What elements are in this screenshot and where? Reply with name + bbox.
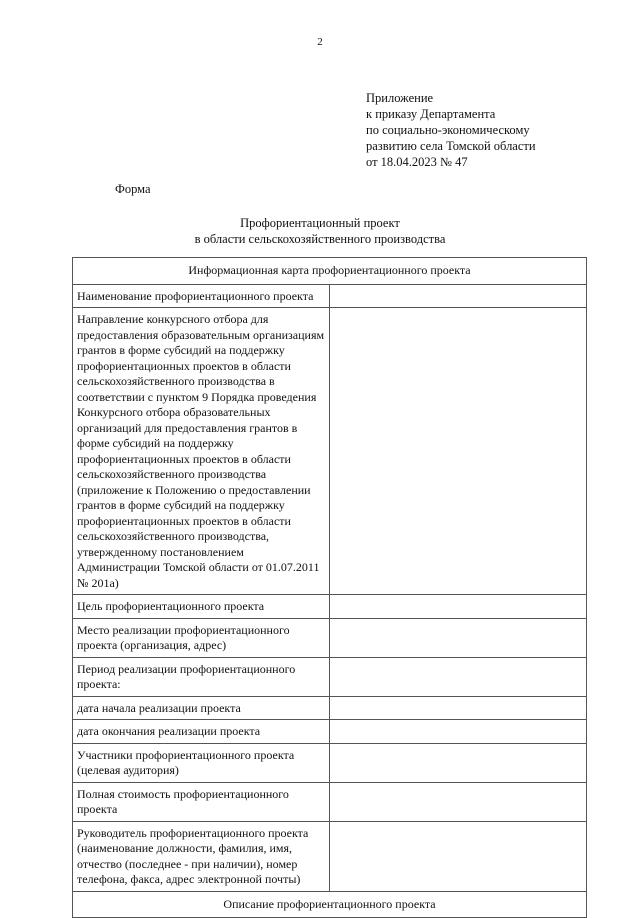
row-label: Полная стоимость профориентационного проекта	[73, 782, 330, 821]
row-value	[330, 743, 587, 782]
title-line-1: Профориентационный проект	[240, 216, 400, 230]
table-row	[73, 743, 587, 782]
table-header-row	[73, 258, 587, 285]
row-value	[330, 696, 587, 720]
row-label: Место реализации профориентационного проекта (организация, адрес)	[73, 618, 330, 657]
table-row	[73, 696, 587, 720]
info-card-table	[72, 257, 587, 918]
row-label: Направление конкурсного отбора для предоставления образовательным организациям грантов в форме субсидий на поддержку профориентационных проектов в области сельскохозяйственного производства в соответствии с пунктом 9 Порядка проведения Конкурсного отбора образовательных организаций для предоставления грантов в форме субсидий на поддержку профориентационных проектов в области сельскохозяйственного производства (приложение к Положению о предоставлении грантов в форме субсидий на поддержку профориентационных проектов в области сельскохозяйственного производства, утвержденному постановлением Администрации Томской области от 01.07.2011 № 201а)	[73, 308, 330, 595]
table-row	[73, 782, 587, 821]
title-line-2: в области сельскохозяйственного производства	[194, 232, 446, 246]
row-label: дата окончания реализации проекта	[73, 720, 330, 744]
row-label: Руководитель профориентационного проекта (наименование должности, фамилия, имя, отчество (последнее - при наличии), номер телефона, факса, адрес электронной почты)	[73, 821, 330, 891]
row-value	[330, 308, 587, 595]
appendix-line: по социально-экономическому	[366, 123, 530, 137]
table-row	[73, 595, 587, 619]
appendix-line: Приложение	[366, 91, 434, 105]
row-label: дата начала реализации проекта	[73, 696, 330, 720]
row-value	[330, 284, 587, 308]
row-value	[330, 657, 587, 696]
row-value	[330, 782, 587, 821]
table-row	[73, 720, 587, 744]
row-label: Участники профориентационного проекта (целевая аудитория)	[73, 743, 330, 782]
appendix-line: развитию села Томской области	[366, 139, 536, 153]
appendix-line: от 18.04.2023 № 47	[366, 155, 468, 169]
row-label: Период реализации профориентационного проекта:	[73, 657, 330, 696]
document-title	[0, 215, 640, 247]
table-row	[73, 821, 587, 891]
row-value	[330, 595, 587, 619]
row-label: Цель профориентационного проекта	[73, 595, 330, 619]
appendix-line: к приказу Департамента	[366, 107, 496, 121]
form-label: Форма	[115, 182, 151, 196]
row-value	[330, 821, 587, 891]
table-footer-row	[73, 891, 587, 918]
row-value	[330, 720, 587, 744]
table-header: Информационная карта профориентационного проекта	[73, 258, 587, 285]
page-number: 2	[317, 36, 323, 48]
row-value	[330, 618, 587, 657]
table-row	[73, 657, 587, 696]
table-row	[73, 618, 587, 657]
table-row	[73, 308, 587, 595]
appendix-block	[366, 90, 616, 170]
table-row	[73, 284, 587, 308]
table-footer: Описание профориентационного проекта	[73, 891, 587, 918]
row-label: Наименование профориентационного проекта	[73, 284, 330, 308]
